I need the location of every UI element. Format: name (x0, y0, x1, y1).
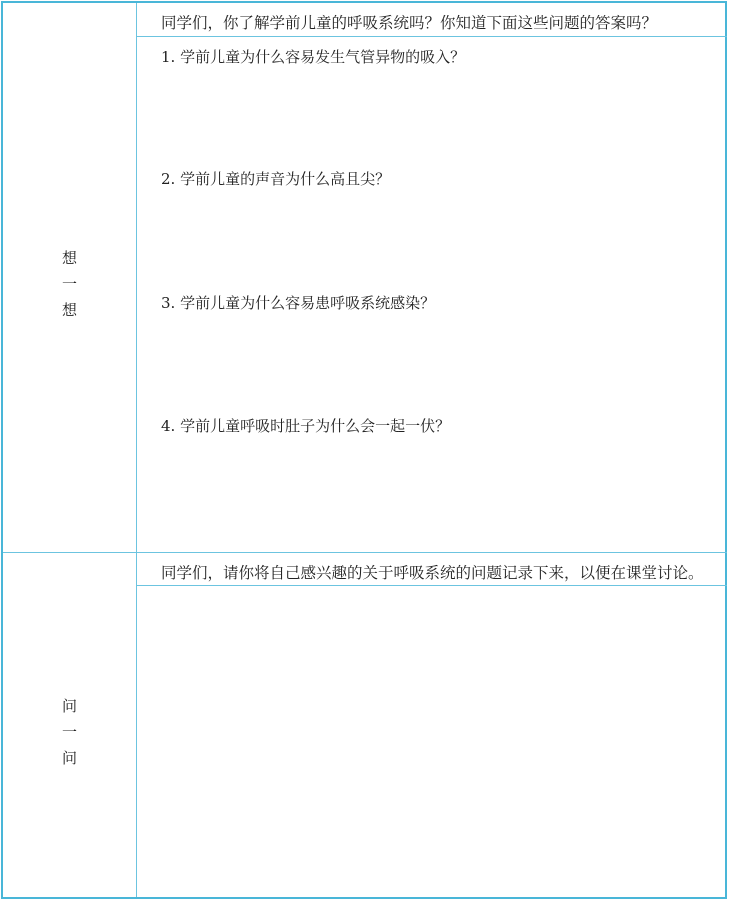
think-intro-text: 同学们，你了解学前儿童的呼吸系统吗？你知道下面这些问题的答案吗？ (161, 14, 658, 32)
section-divider (3, 552, 727, 553)
question-4: 4. 学前儿童呼吸时肚子为什么会一起一伏？ (161, 417, 451, 435)
question-1: 1. 学前儿童为什么容易发生气管异物的吸入？ (161, 48, 466, 66)
section-label-ask (3, 693, 136, 771)
row-divider (136, 36, 727, 37)
ask-writing-area[interactable] (137, 587, 727, 897)
ask-intro-text: 同学们，请你将自己感兴趣的关于呼吸系统的问题记录下来，以便在课堂讨论。 (161, 564, 704, 582)
section-label-char: 想 (61, 249, 77, 267)
section-label-char: 问 (61, 749, 77, 767)
section-label-char: 想 (61, 301, 77, 319)
answer-area-3[interactable] (137, 317, 727, 409)
row-divider (136, 585, 727, 586)
answer-area-4[interactable] (137, 440, 727, 550)
section-label-think (3, 245, 136, 323)
section-label-char: 问 (61, 697, 77, 715)
question-3: 3. 学前儿童为什么容易患呼吸系统感染？ (161, 294, 436, 312)
section-label-char: 一 (61, 275, 77, 293)
question-2: 2. 学前儿童的声音为什么高且尖？ (161, 170, 391, 188)
answer-area-2[interactable] (137, 193, 727, 285)
answer-area-1[interactable] (137, 71, 727, 163)
section-label-char: 一 (61, 723, 77, 741)
worksheet-table (1, 1, 727, 899)
